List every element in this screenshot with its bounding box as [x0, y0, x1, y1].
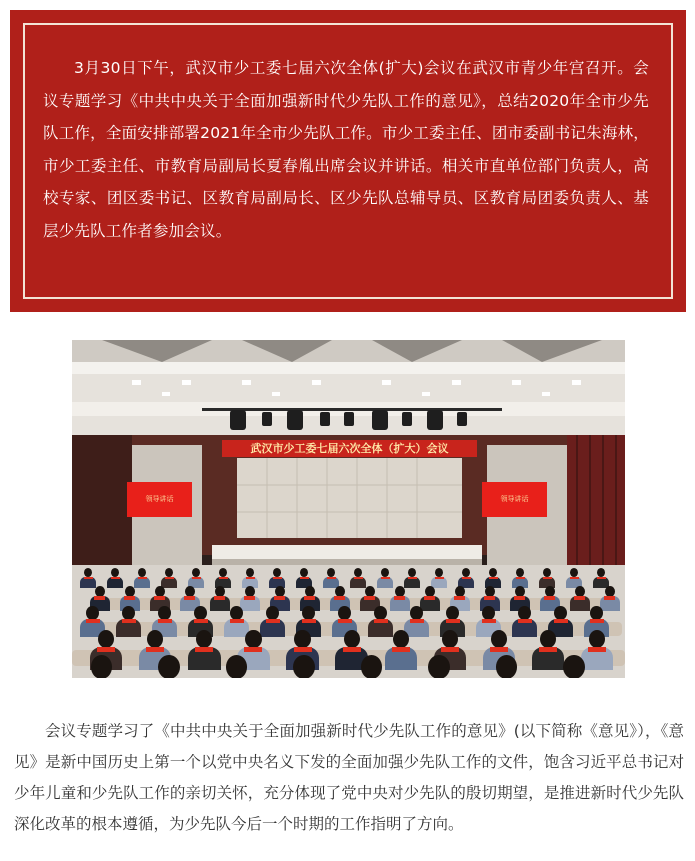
audience-member: [134, 568, 150, 588]
audience-member: [323, 568, 339, 588]
audience-member: [458, 568, 474, 588]
audience-member: [107, 568, 123, 588]
intro-box: [10, 10, 686, 312]
audience-member: [161, 568, 177, 588]
audience-member: [485, 655, 528, 678]
audience-member: [404, 568, 420, 588]
body-text: [14, 716, 684, 840]
screen-left: 领导讲话: [145, 495, 174, 503]
audience-member: [512, 568, 528, 588]
intro-frame: [23, 23, 673, 299]
audience-member: [377, 568, 393, 588]
audience-member: [188, 568, 204, 588]
audience-member: [553, 655, 596, 678]
audience-member: [350, 568, 366, 588]
audience-member: [485, 568, 501, 588]
intro-paragraph: 3月30日下午，武汉市少工委七届六次全体(扩大)会议在武汉市青少年宫召开。会议专题学习《中共中央关于全面加强新时代少先队工作的意见》，总结2020年全市少先队工作，全面安排部署2021年全市少先队工作。市少工委主任、团市委副书记朱海林，市少工委主任、市教育局副局长夏春胤出席会议并讲话。相关市直单位部门负责人，高校专家、团区委书记、区教育局副局长、区少先队总辅导员、区教育局团委负责人、基层少先队工作者参加会议。: [43, 59, 649, 240]
audience-member: [283, 655, 326, 678]
audience-member: [148, 655, 191, 678]
audience-member: [269, 568, 285, 588]
audience-member: [539, 568, 555, 588]
meeting-photo: [72, 340, 625, 678]
audience-member: [242, 568, 258, 588]
body-paragraph: 会议专题学习了《中共中央关于全面加强新时代少先队工作的意见》(以下简称《意见》），《意见》是新中国历史上第一个以党中央名义下发的全面加强少先队工作的文件，饱含习近平总书记对少年儿童和少先队工作的亲切关怀，充分体现了党中央对少先队的殷切期望，是推进新时代少先队深化改革的根本遵循，为少先队今后一个时期的工作指明了方向。: [14, 722, 684, 833]
audience-member: [80, 655, 123, 678]
audience: [72, 340, 625, 678]
audience-member: [350, 655, 393, 678]
audience-member: [80, 568, 96, 588]
audience-member: [593, 568, 609, 588]
audience-member: [215, 568, 231, 588]
audience-member: [418, 655, 461, 678]
screen-right: 领导讲话: [500, 495, 529, 503]
audience-member: [431, 568, 447, 588]
audience-member: [296, 568, 312, 588]
audience-member: [566, 568, 582, 588]
meeting-banner: 武汉市少工委七届六次全体（扩大）会议: [250, 442, 449, 455]
audience-member: [215, 655, 258, 678]
